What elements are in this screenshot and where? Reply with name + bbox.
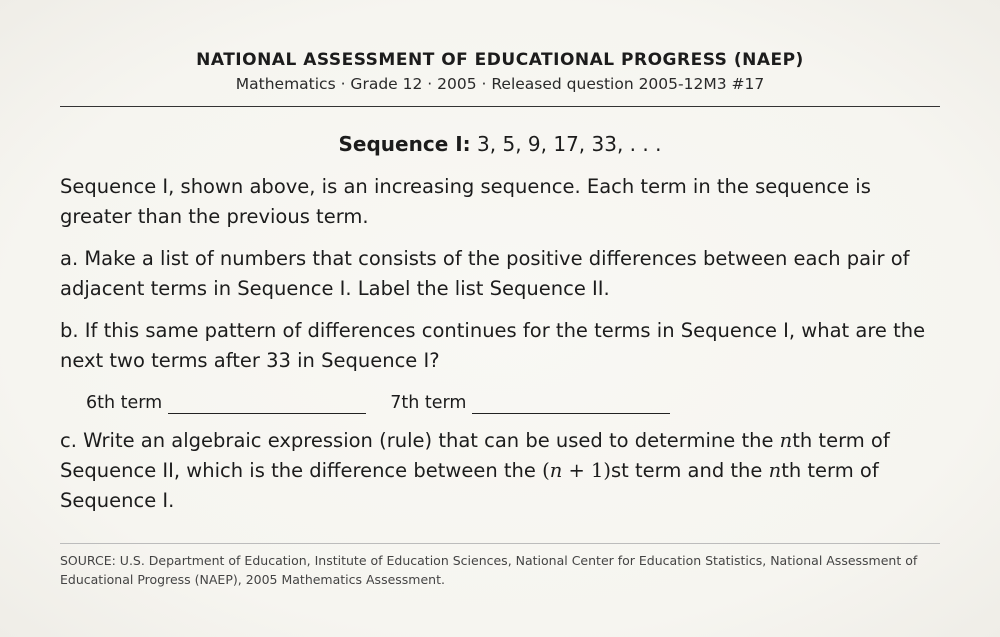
sixth-term-blank[interactable] (168, 395, 366, 414)
math-n: n (779, 429, 793, 452)
question-page (60, 0, 940, 589)
part-b-text: b. If this same pattern of differences continues for the terms in Sequence I, what are the next two terms after 33 in Sequence I? (60, 319, 926, 372)
math-n-2: n (549, 459, 563, 482)
math-close-paren: ) (603, 459, 612, 482)
math-open-paren: ( (542, 459, 550, 482)
math-n-3: n (768, 459, 782, 482)
organization-title: NATIONAL ASSESSMENT OF EDUCATIONAL PROGRESS (NAEP) (196, 50, 804, 70)
question-meta: Mathematics · Grade 12 · 2005 · Released question 2005-12M3 #17 (235, 75, 765, 93)
part-c-text-3: st term and the (611, 459, 769, 482)
math-plus-one: + 1 (562, 459, 604, 482)
footer-divider (60, 543, 940, 544)
source-note: SOURCE: U.S. Department of Education, Institute of Education Sciences, National Center for Education Statistics, National Assessment of Educational Progress (NAEP), 2005 Mathematics Assessment. (60, 553, 918, 587)
part-c-text-1: c. Write an algebraic expression (rule) that can be used to determine the (60, 429, 780, 452)
intro-text: Sequence I, shown above, is an increasing sequence. Each term in the sequence is greater than the previous term. (60, 175, 871, 228)
sequence-label: Sequence I: (338, 132, 471, 156)
part-c-text-2: th term of Sequence II, which is the difference between the (60, 429, 890, 482)
sixth-term-label: 6th term (86, 393, 163, 413)
part-c-text (60, 426, 940, 516)
sequence-display (60, 132, 940, 156)
seventh-term-blank[interactable] (472, 395, 670, 414)
part-a-text: a. Make a list of numbers that consists of the positive differences between each pair of adjacent terms in Sequence I. Label the list Sequence II. (60, 247, 910, 300)
sequence-terms: 3, 5, 9, 17, 33, . . . (477, 132, 662, 156)
part-c-text-4: th term of Sequence I. (60, 459, 879, 512)
answer-blanks (86, 392, 940, 414)
seventh-term-label: 7th term (390, 393, 467, 413)
header-divider (60, 106, 940, 107)
header (60, 0, 940, 94)
